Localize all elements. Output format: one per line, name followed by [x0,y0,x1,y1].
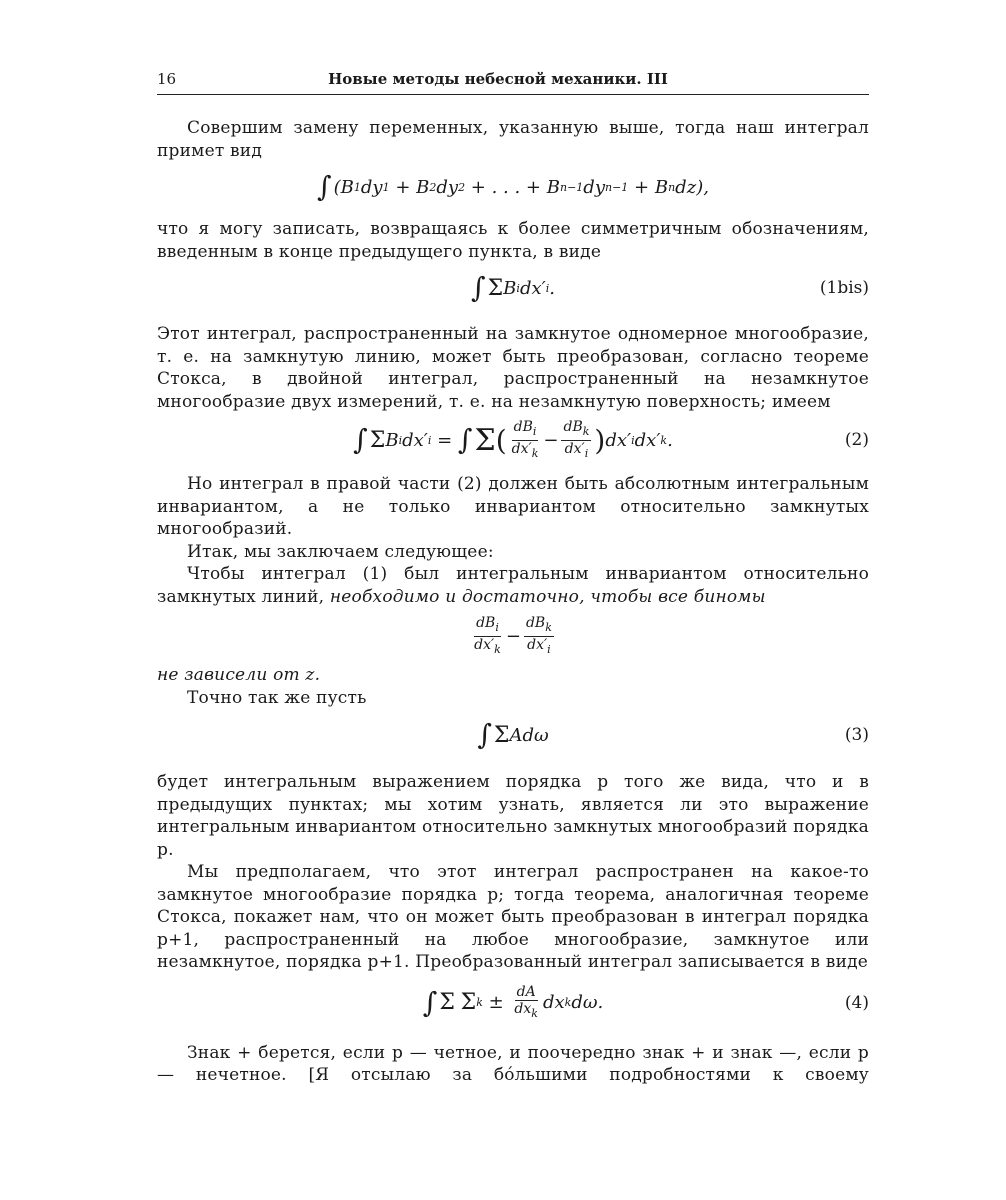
paragraph-7-text: не зависели от z. [157,665,321,685]
running-header [157,70,869,95]
paragraph-6-emphasis: необходимо и достаточно, чтобы все биномы [329,586,766,607]
running-title: Новые методы небесной механики. III [328,70,668,88]
equation-4: ∫ Σ Σ k ± $\frac{dA}{dx_k}$ dx k dω. (4) [422,983,869,1020]
paragraph-11: Знак + берется, если p — четное, и поочередно знак + и знак —, если p — нечетное. [Я отсылаю за бóльшими подробностями к своему [157,1042,869,1085]
paragraph-3: Этот интеграл, распространенный на замкнутое одномерное многообразие, т. е. на замкнутую линию, может быть преобразован, согласно теореме Стокса, в двойной интеграл, распространенный на незамкнутое многообразие двух измерений, т. е. на незамкнутую поверхность; имеем [157,324,869,412]
paragraph-6 [157,563,869,608]
paragraph-7 [157,664,869,687]
equation-tag-2: (2) [844,430,869,450]
paragraph-5: Итак, мы заключаем следующее: [187,541,494,562]
equation-tag-3: (3) [844,725,869,745]
paragraph-1: Совершим замену переменных, указанную выше, тогда наш интеграл примет вид [157,118,869,161]
page [157,70,869,1087]
paragraph-10: Мы предполагаем, что этот интеграл распространен на какое-то замкнутое многообразие порядка p; тогда теорема, аналогичная теореме Стокса, покажет нам, что он может быть преобразован в интеграл порядка p+1, распространенный на любое многообразие, замкнутое или незамкнутое, порядка p+1. Преобразованный интеграл записывается в виде [157,862,869,972]
equation-substituted-integral: ∫ ( B 1 dy 1 + B 2 dy 2 + . . . + B n−1 dy n−1 + B n dz ), [317,170,709,203]
page-number: 16 [157,70,177,88]
equation-tag-4: (4) [844,992,869,1013]
paragraph-8: Точно так же пусть [187,687,367,708]
equation-2: ∫ Σ B i dx′ i = ∫ Σ ( $\frac{dB_i}{dx'_k}$ − $\frac{dB_k}{dx'_i}$ ) dx′ i dx′ k . (2) [353,418,869,460]
paragraph-4: Но интеграл в правой части (2) должен быть абсолютным интегральным инвариантом, а не только инвариантом относительно замкнутых многообразий. [157,474,869,539]
equation-3: ∫ Σ A dω (3) [477,718,869,751]
paragraph-9: будет интегральным выражением порядка p того же вида, что и в предыдущих пунктах; мы хотим узнать, является ли это выражение интегральным инвариантом относительно замкнутых многообразий порядка p. [157,772,869,860]
paragraph-6-text: Чтобы интеграл (1) был интегральным инвариантом относительно замкнутых линий, [157,564,869,607]
equation-binomial: $\frac{dB_i}{dx'_k}$ − $\frac{dB_k}{dx'_i}$ [474,614,552,656]
paragraph-2: что я могу записать, возвращаясь к более симметричным обозначениям, введенным в конце предыдущего пункта, в виде [157,219,869,262]
equation-tag-1bis: (1bis) [819,278,869,298]
equation-1bis: ∫ Σ B i dx′ i . (1bis) [471,271,869,304]
